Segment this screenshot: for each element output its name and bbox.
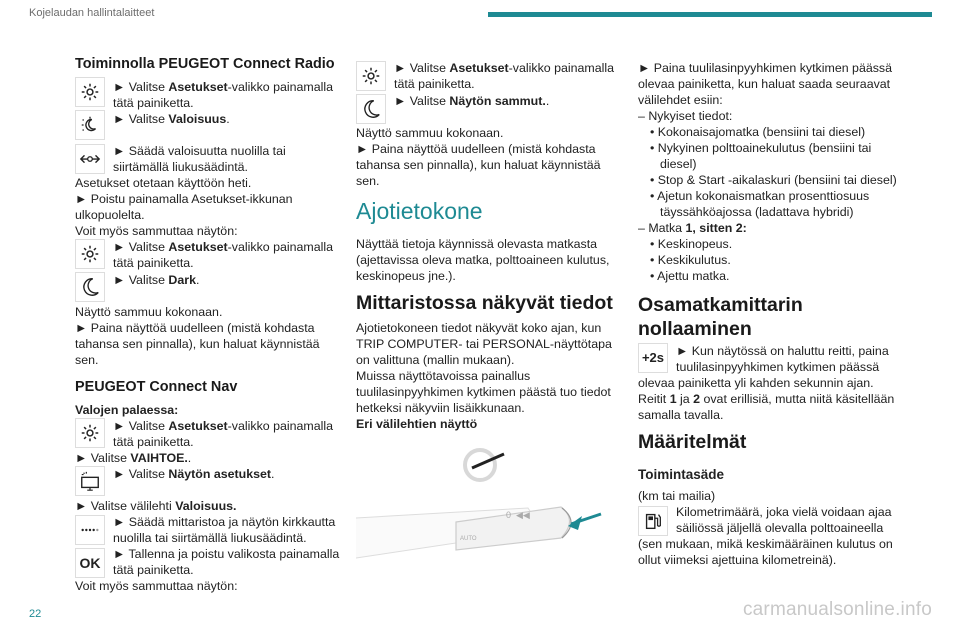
text: VAIHTOE. — [130, 451, 188, 465]
text: Näyttää tietoja käynnissä olevasta matkasta — [356, 237, 598, 251]
svg-text:0: 0 — [506, 510, 512, 520]
text: 1 — [669, 392, 677, 406]
text: tätä painiketta. — [113, 256, 194, 270]
text: Eri välilehtien näyttö — [356, 417, 478, 431]
text: • Stop & Start -aikalaskuri (bensiini tai diesel) — [650, 173, 897, 187]
page-number: 22 — [29, 608, 42, 620]
text: ► Valitse välilehti — [75, 499, 176, 513]
text: -valikko painamalla — [508, 61, 615, 75]
heading-nollaaminen: nollaaminen — [638, 318, 752, 340]
text: – Matka — [638, 221, 686, 235]
text: tuulilasinpyyhkimen kytkimen päästä tuo tiedot — [356, 385, 611, 399]
text: olevaa painiketta yli kahden sekunnin ajan. — [638, 376, 874, 390]
text: ► Valitse — [113, 240, 169, 254]
text: . — [187, 451, 192, 465]
text: . — [545, 94, 550, 108]
text: olevaa painiketta, kun haluat saada seuraavat — [638, 77, 891, 91]
text: ► Valitse — [394, 61, 450, 75]
text: Reitit — [638, 392, 670, 406]
text: Asetukset — [449, 61, 509, 75]
text: tätä painiketta. — [113, 435, 194, 449]
text: tahansa sen pinnalla), kun haluat käynnistää — [356, 158, 601, 172]
text: Voit myös sammuttaa näytön: — [75, 224, 238, 238]
text: ovat erillisiä, mutta niitä käsitellään — [700, 392, 895, 406]
text: ► Paina näyttöä uudelleen (mistä kohdasta — [356, 142, 596, 156]
text: diesel) — [660, 157, 697, 171]
text: ulkopuolelta. — [75, 208, 145, 222]
svg-text:AUTO: AUTO — [460, 536, 477, 542]
text: ► Paina näyttöä uudelleen (mistä kohdasta — [75, 321, 315, 335]
text: • Ajetun kokonaismatkan prosenttiosuus — [650, 189, 870, 203]
text: 1, sitten 2: — [685, 221, 747, 235]
settings-gear-icon — [356, 61, 386, 91]
text: Voit myös sammuttaa näytön: — [75, 579, 238, 593]
text: Asetukset — [168, 80, 228, 94]
text: ► Valitse — [113, 273, 169, 287]
text: Näytön sammut. — [449, 94, 546, 108]
text: Näyttö sammuu kokonaan. — [75, 305, 223, 319]
text: ► Säädä valoisuutta nuolilla tai — [113, 144, 286, 158]
text: Asetukset — [168, 419, 228, 433]
text: sen. — [75, 353, 99, 367]
fuel-pump-icon — [638, 506, 668, 536]
text: ► Kun näytössä on haluttu reitti, paina — [676, 344, 889, 358]
text: ► Valitse — [113, 467, 169, 481]
text: ► Tallenna ja poistu valikosta painamalla — [113, 547, 340, 561]
text: tuulilasinpyyhkimen kytkimen päässä — [676, 360, 880, 374]
heading-ajotietokone: Ajotietokone — [356, 198, 483, 224]
text: Muissa näyttötavoissa painallus — [356, 369, 531, 383]
text: ► Valitse — [75, 451, 131, 465]
text: nuolilla tai siirtämällä liukusäädintä. — [113, 531, 307, 545]
display-settings-icon — [75, 466, 105, 496]
slider-arrows-icon — [75, 144, 105, 174]
text: Asetukset — [168, 240, 228, 254]
text: -valikko painamalla — [227, 419, 334, 433]
press-2s-icon: +2s — [638, 343, 668, 373]
text: Dark — [168, 273, 196, 287]
text: (sen mukaan, mikä keskimääräinen kulutus on — [638, 537, 893, 551]
heading-mittaristo: Mittaristossa näkyvät tiedot — [356, 292, 613, 314]
text: ► Valitse — [394, 94, 450, 108]
text: Valoisuus — [168, 112, 227, 126]
text: täyssähköajossa (ladattava hybridi) — [660, 205, 854, 219]
wiper-stalk-illustration — [356, 440, 618, 570]
text: Asetukset otetaan käyttöön heti. — [75, 176, 252, 190]
running-header: Kojelaudan hallintalaitteet — [29, 7, 155, 19]
text: ► Säädä mittaristoa ja näytön kirkkautta — [113, 515, 336, 529]
text: 2 — [693, 392, 701, 406]
text: • Ajettu matka. — [650, 269, 730, 283]
text: keskinopeus jne.). — [356, 269, 456, 283]
heading-maaritelmat: Määritelmät — [638, 431, 747, 453]
text: (km tai mailia) — [638, 489, 716, 503]
text: ► Valitse — [113, 419, 169, 433]
text: . — [195, 273, 200, 287]
settings-gear-icon — [75, 77, 105, 107]
text: tätä painiketta. — [394, 77, 475, 91]
text: tahansa sen pinnalla), kun haluat käynnistää — [75, 337, 320, 351]
text: Kilometrimäärä, joka vielä voidaan ajaa — [676, 505, 892, 519]
text: ja — [676, 392, 694, 406]
text: • Nykyinen polttoainekulutus (bensiini tai — [650, 141, 872, 155]
text: Ajotietokoneen tiedot näkyvät koko ajan, kun — [356, 321, 602, 335]
text: -valikko painamalla — [227, 240, 334, 254]
heading-connect-nav: PEUGEOT Connect Nav — [75, 379, 238, 395]
moon-icon — [356, 94, 386, 124]
text: -valikko painamalla — [227, 80, 334, 94]
text: säiliössä jäljellä olevalla polttoaineella — [676, 521, 884, 535]
text: välilehdet esiin: — [638, 93, 723, 107]
text: ► Valitse — [113, 80, 169, 94]
dots-slider-icon — [75, 515, 105, 545]
text: tätä painiketta. — [113, 563, 194, 577]
svg-text:◀◀: ◀◀ — [516, 510, 530, 520]
text: ► Poistu painamalla Asetukset-ikkunan — [75, 192, 293, 206]
text: Valoisuus. — [175, 499, 237, 513]
heading-connect-radio: Toiminnolla PEUGEOT Connect Radio — [75, 56, 335, 72]
text: siirtämällä liukusäädintä. — [113, 160, 248, 174]
text: TRIP COMPUTER- tai PERSONAL-näyttötapa — [356, 337, 612, 351]
brightness-icon — [75, 110, 105, 140]
heading-osamatka: Osamatkamittarin — [638, 294, 803, 316]
text: tätä painiketta. — [113, 96, 194, 110]
text: Valojen palaessa: — [75, 403, 179, 417]
text: Näytön asetukset — [168, 467, 272, 481]
text: ollut viimeksi ajettuina kilometreinä). — [638, 553, 837, 567]
text: . — [271, 467, 275, 481]
text: ► Valitse — [113, 112, 169, 126]
text: on valittuna (mallin mukaan). — [356, 353, 515, 367]
text: samalla tavalla. — [638, 408, 724, 422]
settings-gear-icon — [75, 418, 105, 448]
moon-icon — [75, 272, 105, 302]
watermark: carmanualsonline.info — [742, 599, 932, 620]
text: ► Paina tuulilasinpyyhkimen kytkimen päässä — [638, 61, 893, 75]
text: hetkeksi näkyviin lisäikkunaan. — [356, 401, 525, 415]
text: • Kokonaisajomatka (bensiini tai diesel) — [650, 125, 866, 139]
heading-toimintasade: Toimintasäde — [638, 467, 725, 482]
text: – Nykyiset tiedot: — [638, 109, 733, 123]
ok-button-icon: OK — [75, 548, 105, 578]
text: . — [226, 112, 230, 126]
text: Näyttö sammuu kokonaan. — [356, 126, 504, 140]
header-accent-bar — [488, 12, 932, 17]
text: • Keskinopeus. — [650, 237, 733, 251]
settings-gear-icon — [75, 239, 105, 269]
text: (ajettavissa oleva matka, polttoaineen kulutus, — [356, 253, 610, 267]
text: • Keskikulutus. — [650, 253, 731, 267]
text: sen. — [356, 174, 380, 188]
